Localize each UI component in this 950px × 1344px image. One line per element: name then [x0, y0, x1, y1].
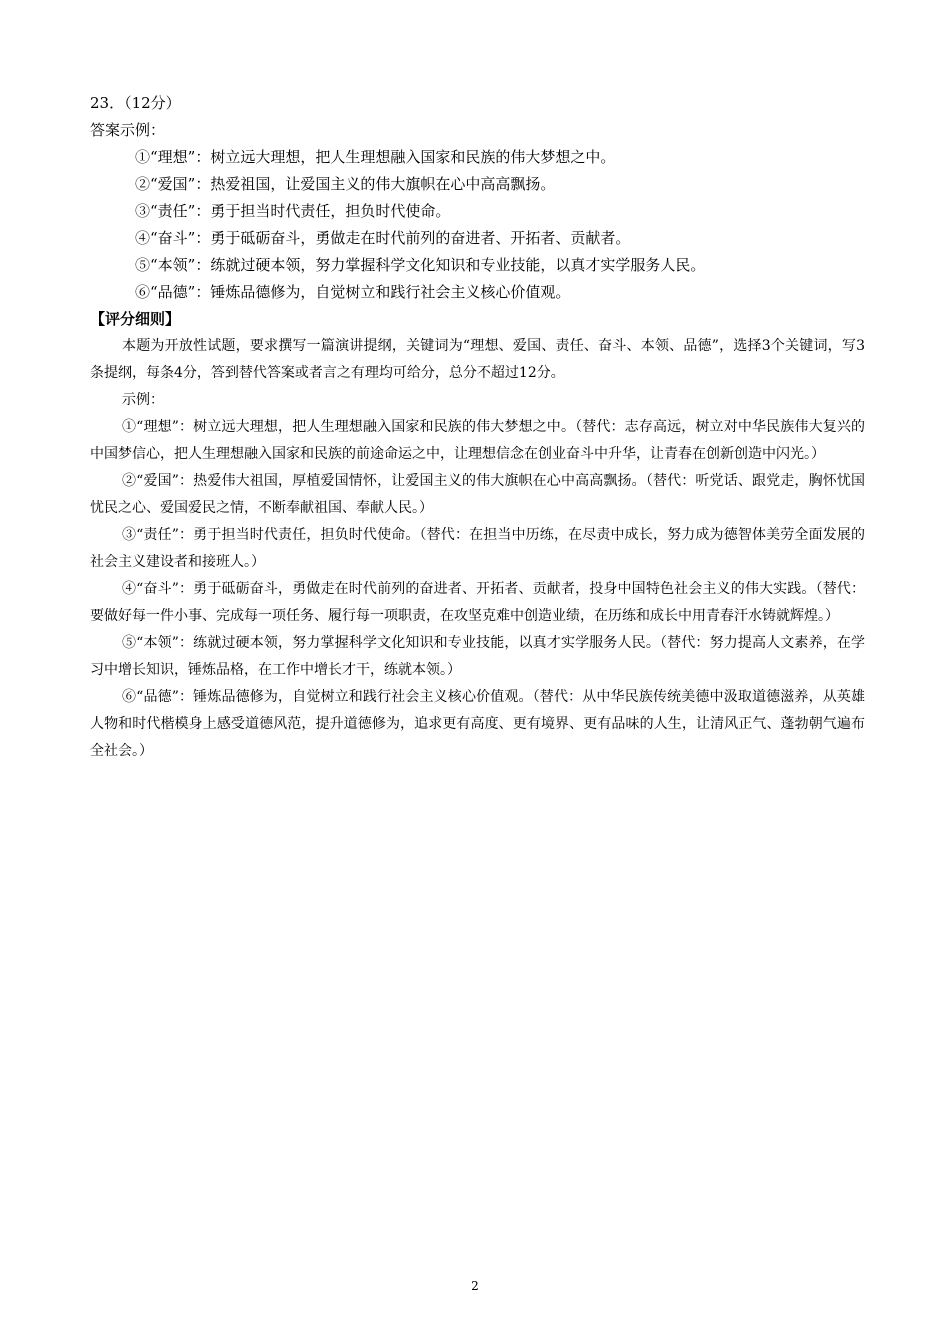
page-number: 2 [471, 1279, 479, 1293]
answer-item: ②“爱国”：热爱祖国，让爱国主义的伟大旗帜在心中高高飘扬。 [135, 175, 556, 193]
scoring-item: ③“责任”：勇于担当时代责任，担负时代使命。（替代：在担当中历练，在尽责中成长，努力成为德智体美劳全面发展的社会主义建设者和接班人。） [90, 527, 865, 570]
scoring-item: ⑥“品德”：锤炼品德修为，自觉树立和践行社会主义核心价值观。（替代：从中华民族传统美德中汲取道德滋养，从英雄人物和时代楷模身上感受道德风范，提升道德修为，追求更有高度、更有境界、更有品味的人生，让清风正气、蓬勃朝气遍布全社会。） [90, 689, 865, 759]
answer-item: ⑤“本领”：练就过硬本领，努力掌握科学文化知识和专业技能，以真才实学服务人民。 [135, 256, 706, 274]
scoring-example-label: 示例： [122, 392, 164, 408]
scoring-item: ②“爱国”：热爱伟大祖国，厚植爱国情怀，让爱国主义的伟大旗帜在心中高高飘扬。（替代：听党话、跟党走，胸怀忧国忧民之心、爱国爱民之情，不断奉献祖国、奉献人民。） [90, 473, 865, 516]
scoring-item: ⑤“本领”：练就过硬本领，努力掌握科学文化知识和专业技能，以真才实学服务人民。（替代：努力提高人文素养，在学习中增长知识，锤炼品格，在工作中增长才干，练就本领。） [90, 635, 865, 678]
scoring-item: ①“理想”：树立远大理想，把人生理想融入国家和民族的伟大梦想之中。（替代：志存高远，树立对中华民族伟大复兴的中国梦信心，把人生理想融入国家和民族的前途命运之中，让理想信念在创业奋斗中升华，让青春在创新创造中闪光。） [90, 419, 865, 462]
scoring-heading: 【评分细则】 [90, 310, 181, 328]
answer-item: ①“理想”：树立远大理想，把人生理想融入国家和民族的伟大梦想之中。 [135, 148, 616, 166]
answer-item: ④“奋斗”：勇于砥砺奋斗，勇做走在时代前列的奋进者、开拓者、贡献者。 [135, 229, 631, 247]
answer-example-label: 答案示例： [90, 121, 166, 139]
scoring-item: ④“奋斗”：勇于砥砺奋斗，勇做走在时代前列的奋进者、开拓者、贡献者，投身中国特色社会主义的伟大实践。（替代：要做好每一件小事、完成每一项任务、履行每一项职责，在攻坚克难中创造业绩，在历练和成长中用青春汗水铸就辉煌。） [90, 581, 865, 624]
document-content [90, 90, 865, 765]
answer-item: ③“责任”：勇于担当时代责任，担负时代使命。 [135, 202, 451, 220]
question-number: 23．（12分） [90, 94, 181, 112]
scoring-intro: 本题为开放性试题，要求撰写一篇演讲提纲，关键词为“理想、爱国、责任、奋斗、本领、品德”，选择3个关键词，写3条提纲，每条4分，答到替代答案或者言之有理均可给分，总分不超过12分。 [90, 338, 865, 381]
answer-item: ⑥“品德”：锤炼品德修为，自觉树立和践行社会主义核心价值观。 [135, 283, 571, 301]
